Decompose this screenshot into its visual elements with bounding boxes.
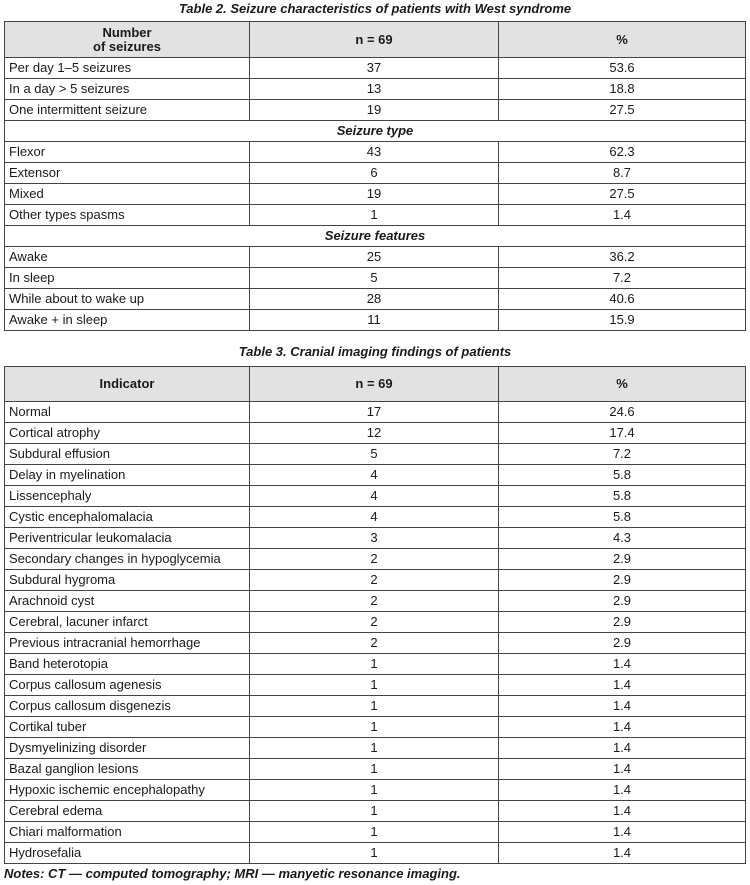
count-cell: 11 bbox=[250, 310, 499, 331]
table-row bbox=[5, 423, 746, 444]
percent-cell: 15.9 bbox=[499, 310, 746, 331]
percent-cell: 2.9 bbox=[499, 591, 746, 612]
section-header-row bbox=[5, 226, 746, 247]
count-cell: 2 bbox=[250, 633, 499, 654]
label-cell: Cerebral edema bbox=[5, 801, 250, 822]
cranial-imaging-table bbox=[4, 366, 746, 864]
count-cell: 37 bbox=[250, 58, 499, 79]
percent-cell: 1.4 bbox=[499, 738, 746, 759]
count-cell: 1 bbox=[250, 759, 499, 780]
table-row bbox=[5, 528, 746, 549]
section-title: Seizure type bbox=[5, 121, 746, 142]
count-cell: 1 bbox=[250, 654, 499, 675]
percent-cell: 40.6 bbox=[499, 289, 746, 310]
table-row bbox=[5, 247, 746, 268]
table3-caption: Table 3. Cranial imaging findings of patients bbox=[238, 344, 512, 359]
percent-cell: 2.9 bbox=[499, 549, 746, 570]
seizure-characteristics-table bbox=[4, 21, 746, 331]
count-cell: 2 bbox=[250, 549, 499, 570]
column-header-n: n = 69 bbox=[250, 22, 499, 58]
label-cell: Mixed bbox=[5, 184, 250, 205]
label-cell: Subdural hygroma bbox=[5, 570, 250, 591]
table-row bbox=[5, 507, 746, 528]
count-cell: 1 bbox=[250, 738, 499, 759]
label-cell: Other types spasms bbox=[5, 205, 250, 226]
percent-cell: 36.2 bbox=[499, 247, 746, 268]
percent-cell: 4.3 bbox=[499, 528, 746, 549]
label-cell: Previous intracranial hemorrhage bbox=[5, 633, 250, 654]
count-cell: 6 bbox=[250, 163, 499, 184]
count-cell: 5 bbox=[250, 268, 499, 289]
column-header-percent: % bbox=[499, 22, 746, 58]
count-cell: 25 bbox=[250, 247, 499, 268]
label-cell: Cerebral, lacuner infarct bbox=[5, 612, 250, 633]
column-header-number-of-seizures: Number of seizures bbox=[5, 22, 250, 58]
percent-cell: 1.4 bbox=[499, 717, 746, 738]
table-row bbox=[5, 570, 746, 591]
table-row bbox=[5, 675, 746, 696]
table-row bbox=[5, 184, 746, 205]
count-cell: 4 bbox=[250, 486, 499, 507]
label-cell: Chiari malformation bbox=[5, 822, 250, 843]
percent-cell: 5.8 bbox=[499, 465, 746, 486]
table-row bbox=[5, 100, 746, 121]
percent-cell: 27.5 bbox=[499, 100, 746, 121]
percent-cell: 5.8 bbox=[499, 507, 746, 528]
table-row bbox=[5, 142, 746, 163]
percent-cell: 1.4 bbox=[499, 780, 746, 801]
count-cell: 1 bbox=[250, 780, 499, 801]
table-row bbox=[5, 843, 746, 864]
table-row bbox=[5, 801, 746, 822]
percent-cell: 1.4 bbox=[499, 675, 746, 696]
count-cell: 1 bbox=[250, 822, 499, 843]
label-cell: Per day 1–5 seizures bbox=[5, 58, 250, 79]
table-row bbox=[5, 591, 746, 612]
percent-cell: 1.4 bbox=[499, 696, 746, 717]
count-cell: 1 bbox=[250, 843, 499, 864]
count-cell: 19 bbox=[250, 100, 499, 121]
count-cell: 2 bbox=[250, 591, 499, 612]
percent-cell: 2.9 bbox=[499, 570, 746, 591]
label-cell: In sleep bbox=[5, 268, 250, 289]
count-cell: 5 bbox=[250, 444, 499, 465]
section-title: Seizure features bbox=[5, 226, 746, 247]
count-cell: 2 bbox=[250, 612, 499, 633]
label-cell: Awake bbox=[5, 247, 250, 268]
table-row bbox=[5, 444, 746, 465]
table-row bbox=[5, 289, 746, 310]
label-cell: Bazal ganglion lesions bbox=[5, 759, 250, 780]
table-row bbox=[5, 612, 746, 633]
label-cell: Subdural effusion bbox=[5, 444, 250, 465]
table-row bbox=[5, 717, 746, 738]
table2-caption: Table 2. Seizure characteristics of patients with West syndrome bbox=[178, 1, 572, 16]
percent-cell: 17.4 bbox=[499, 423, 746, 444]
label-cell: Awake + in sleep bbox=[5, 310, 250, 331]
table-row bbox=[5, 205, 746, 226]
percent-cell: 27.5 bbox=[499, 184, 746, 205]
percent-cell: 62.3 bbox=[499, 142, 746, 163]
table-row bbox=[5, 654, 746, 675]
table-row bbox=[5, 822, 746, 843]
table-row bbox=[5, 759, 746, 780]
percent-cell: 2.9 bbox=[499, 633, 746, 654]
count-cell: 2 bbox=[250, 570, 499, 591]
count-cell: 43 bbox=[250, 142, 499, 163]
table-row bbox=[5, 268, 746, 289]
table-row bbox=[5, 79, 746, 100]
percent-cell: 1.4 bbox=[499, 654, 746, 675]
label-cell: Dysmyelinizing disorder bbox=[5, 738, 250, 759]
table-row bbox=[5, 163, 746, 184]
percent-cell: 1.4 bbox=[499, 759, 746, 780]
label-cell: Lissencephaly bbox=[5, 486, 250, 507]
label-cell: Cortikal tuber bbox=[5, 717, 250, 738]
label-cell: Cystic encephalomalacia bbox=[5, 507, 250, 528]
table-row bbox=[5, 58, 746, 79]
count-cell: 12 bbox=[250, 423, 499, 444]
percent-cell: 1.4 bbox=[499, 843, 746, 864]
count-cell: 3 bbox=[250, 528, 499, 549]
table-header-row bbox=[5, 367, 746, 402]
label-cell: Delay in myelination bbox=[5, 465, 250, 486]
percent-cell: 5.8 bbox=[499, 486, 746, 507]
percent-cell: 7.2 bbox=[499, 268, 746, 289]
label-cell: Cortical atrophy bbox=[5, 423, 250, 444]
label-cell: Extensor bbox=[5, 163, 250, 184]
table-row bbox=[5, 402, 746, 423]
table-header-row bbox=[5, 22, 746, 58]
count-cell: 1 bbox=[250, 717, 499, 738]
column-header-n: n = 69 bbox=[250, 367, 499, 402]
percent-cell: 18.8 bbox=[499, 79, 746, 100]
count-cell: 1 bbox=[250, 675, 499, 696]
table-row bbox=[5, 465, 746, 486]
table-row bbox=[5, 633, 746, 654]
percent-cell: 8.7 bbox=[499, 163, 746, 184]
label-cell: Periventricular leukomalacia bbox=[5, 528, 250, 549]
label-cell: Secondary changes in hypoglycemia bbox=[5, 549, 250, 570]
percent-cell: 1.4 bbox=[499, 205, 746, 226]
column-header-percent: % bbox=[499, 367, 746, 402]
label-cell: Hypoxic ischemic encephalopathy bbox=[5, 780, 250, 801]
percent-cell: 1.4 bbox=[499, 801, 746, 822]
count-cell: 1 bbox=[250, 205, 499, 226]
table-row bbox=[5, 738, 746, 759]
count-cell: 4 bbox=[250, 465, 499, 486]
count-cell: 1 bbox=[250, 696, 499, 717]
table-row bbox=[5, 486, 746, 507]
label-cell: Corpus callosum disgenezis bbox=[5, 696, 250, 717]
table-row bbox=[5, 549, 746, 570]
count-cell: 4 bbox=[250, 507, 499, 528]
label-cell: Arachnoid cyst bbox=[5, 591, 250, 612]
section-header-row bbox=[5, 121, 746, 142]
label-cell: Flexor bbox=[5, 142, 250, 163]
count-cell: 17 bbox=[250, 402, 499, 423]
table-row bbox=[5, 696, 746, 717]
percent-cell: 24.6 bbox=[499, 402, 746, 423]
percent-cell: 7.2 bbox=[499, 444, 746, 465]
label-cell: Corpus callosum agenesis bbox=[5, 675, 250, 696]
label-cell: Band heterotopia bbox=[5, 654, 250, 675]
percent-cell: 53.6 bbox=[499, 58, 746, 79]
label-cell: Normal bbox=[5, 402, 250, 423]
percent-cell: 1.4 bbox=[499, 822, 746, 843]
table-row bbox=[5, 310, 746, 331]
column-header-indicator: Indicator bbox=[5, 367, 250, 402]
label-cell: One intermittent seizure bbox=[5, 100, 250, 121]
count-cell: 13 bbox=[250, 79, 499, 100]
label-cell: Hydrosefalia bbox=[5, 843, 250, 864]
table-row bbox=[5, 780, 746, 801]
count-cell: 1 bbox=[250, 801, 499, 822]
count-cell: 19 bbox=[250, 184, 499, 205]
label-cell: In a day > 5 seizures bbox=[5, 79, 250, 100]
count-cell: 28 bbox=[250, 289, 499, 310]
label-cell: While about to wake up bbox=[5, 289, 250, 310]
percent-cell: 2.9 bbox=[499, 612, 746, 633]
table-notes: Notes: CT — computed tomography; MRI — manyetic resonance imaging. bbox=[4, 866, 461, 881]
